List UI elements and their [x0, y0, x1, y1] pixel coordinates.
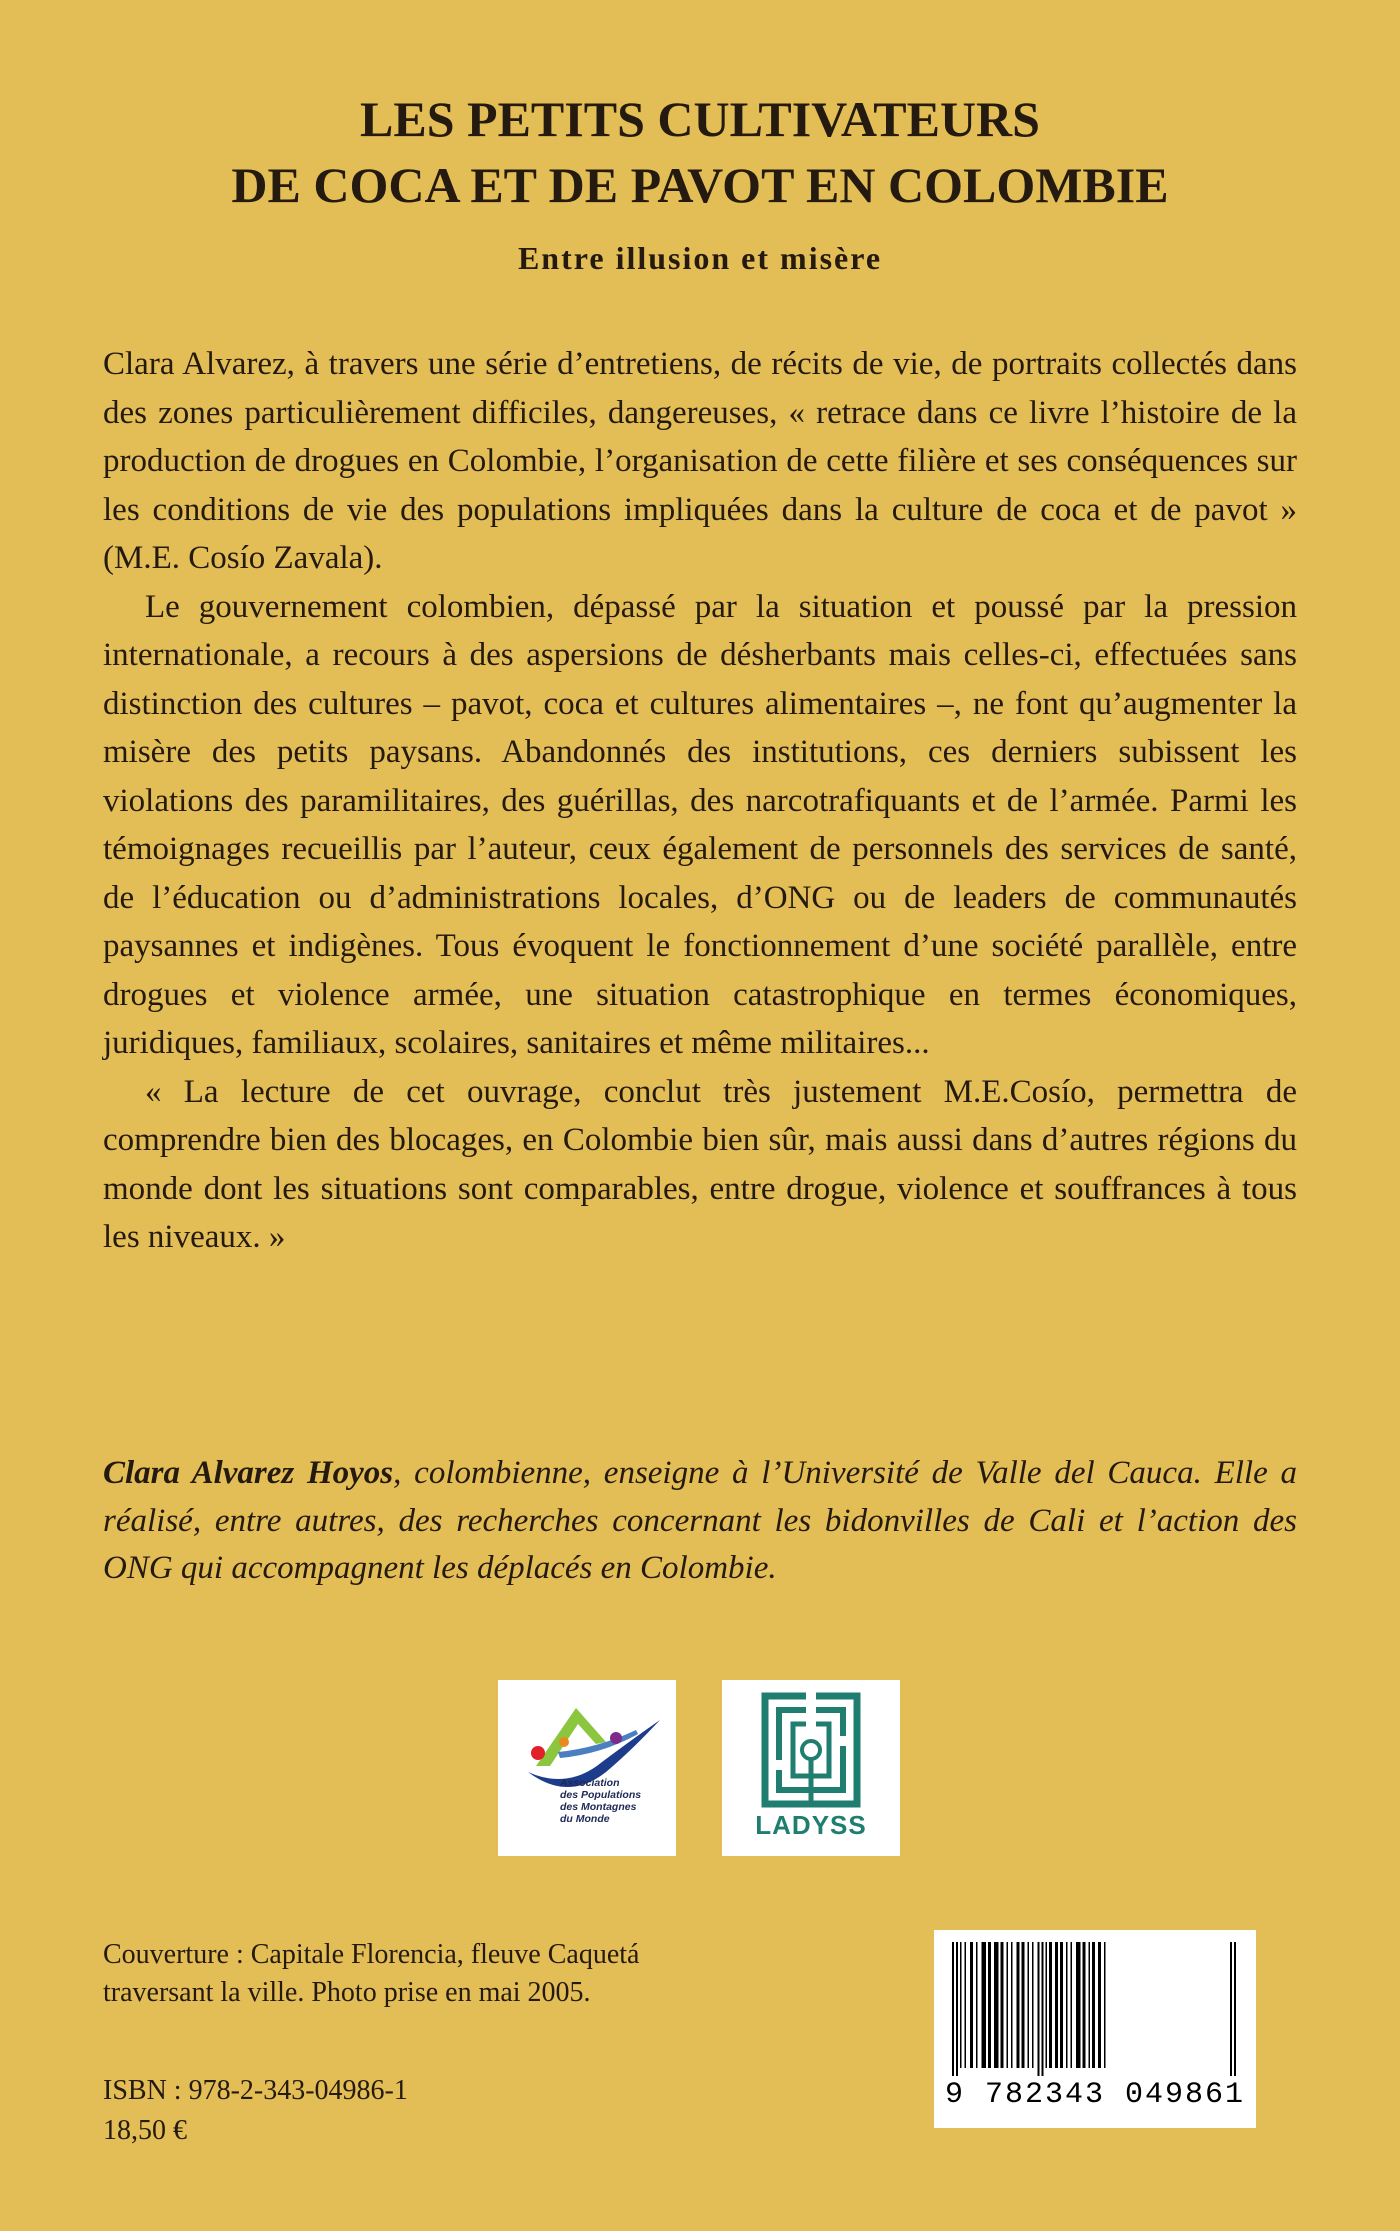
barcode-bar — [1007, 1942, 1009, 2068]
apmm-logo-line-3: des Montagnes — [560, 1801, 637, 1813]
barcode-bar — [994, 1942, 999, 2068]
barcode-bar — [982, 1942, 987, 2068]
summary-paragraph-2: Le gouvernement colombien, dépassé par la situation et poussé par la pression internationale, a recours à des aspersions de désherbants mais celles-ci, effectuées sans distinction des cultures – pavot, coca et cultures alimentaires –, ne font qu’augmenter la misère des petits paysans. Abandonnés des institutions, ces derniers subissent les violations des paramilitaires, des guérillas, des narcotrafiquants et de l’armée. Parmi les témoignages recueillis par l’auteur, ceux également de personnels des services de santé, de l’éducation ou d’administrations locales, d’ONG ou de leaders de communautés paysannes et indigènes. Tous évoquent le fonctionnement d’une société parallèle, entre drogues et violence armée, une situation catastrophique en termes économiques, juridiques, familiaux, scolaires, sanitaires et même militaires... — [103, 588, 1297, 1061]
isbn: ISBN : 978-2-343-04986-1 — [103, 2075, 408, 2106]
barcode-bar — [1076, 1942, 1081, 2068]
summary-paragraph-3: « La lecture de cet ouvrage, conclut très justement M.E.Cosío, permettra de comprendre bien des blocages, en Colombie bien sûr, mais aussi dans d’autres régions du monde dont les situations sont comparables, entre drogue, violence et souffrances à tous les niveaux. » — [103, 1073, 1297, 1255]
barcode-bar — [1089, 1942, 1091, 2068]
book-subtitle: Entre illusion et misère — [517, 240, 883, 276]
barcode — [934, 1930, 1256, 2128]
barcode-bar — [1060, 1942, 1063, 2068]
barcode-bar — [960, 1942, 962, 2068]
price: 18,50 € — [103, 2115, 187, 2146]
ladyss-logo — [722, 1680, 900, 1856]
summary-text — [103, 340, 1297, 1262]
barcode-bar — [956, 1942, 958, 2076]
barcode-bar — [1104, 1942, 1106, 2068]
barcode-bar — [965, 1942, 967, 2068]
barcode-bar — [1049, 1942, 1052, 2068]
barcode-bar — [1046, 1942, 1048, 2068]
apmm-logo-line-1: Association — [560, 1777, 620, 1789]
author-bio — [103, 1450, 1297, 1593]
cover-credit-line-2: traversant la ville. Photo prise en mai 2005. — [103, 1977, 591, 2008]
ladyss-logo-text: LADYSS — [755, 1810, 867, 1840]
cover-credit — [103, 1936, 723, 2012]
apmm-emblem-icon — [498, 1680, 676, 1856]
barcode-bar — [1066, 1942, 1068, 2068]
book-title-line-1: LES PETITS CULTIVATEURS — [360, 91, 1040, 147]
apmm-logo-text — [560, 1777, 670, 1825]
apmm-logo-line-2: des Populations — [560, 1789, 642, 1801]
barcode-bar — [1230, 1942, 1232, 2076]
barcode-bar — [1083, 1942, 1086, 2068]
barcode-bar — [1098, 1942, 1101, 2068]
author-name: Clara Alvarez Hoyos — [103, 1455, 394, 1491]
barcode-bar — [970, 1942, 973, 2068]
barcode-bar — [1028, 1942, 1030, 2068]
apmm-logo-line-4: du Monde — [560, 1813, 610, 1825]
barcode-bar — [1092, 1942, 1095, 2068]
barcode-bar — [1042, 1942, 1044, 2076]
summary-paragraph-1: Clara Alvarez, à travers une série d’entretiens, de récits de vie, de portraits collectés dans des zones particulièrement difficiles, dangereuses, « retrace dans ce livre l’histoire de la production de drogues en Colombie, l’organisation de cette filière et ses conséquences sur les conditions de vie des populations impliquées dans la culture de coca et de pavot » (M.E. Cosío Zavala). — [103, 346, 1297, 576]
cover-credit-line-1: Couverture : Capitale Florencia, fleuve Caquetá — [103, 1939, 640, 1970]
barcode-bar — [1038, 1942, 1040, 2076]
barcode-bar — [1022, 1942, 1025, 2068]
barcode-bar — [976, 1942, 978, 2068]
book-title — [0, 86, 1400, 218]
apmm-logo — [498, 1680, 676, 1856]
barcode-bar — [952, 1942, 954, 2076]
barcode-bar — [1032, 1942, 1034, 2068]
barcode-bar — [1055, 1942, 1058, 2068]
barcode-bars — [934, 1930, 1256, 2080]
barcode-bar — [1017, 1942, 1020, 2068]
barcode-bar — [988, 1942, 991, 2068]
book-title-line-2: DE COCA ET DE PAVOT EN COLOMBIE — [231, 157, 1169, 213]
barcode-bar — [1011, 1942, 1013, 2068]
author-bio-text: , colombienne, enseigne à l’Université de Valle del Cauca. Elle a réalisé, entre autres, des recherches concernant les bidonvilles de Cali et l’action des ONG qui accompagnent les déplacés en Colombie. — [103, 1455, 1297, 1586]
barcode-bar — [1234, 1942, 1236, 2076]
barcode-bar — [1001, 1942, 1004, 2068]
barcode-number: 9 782343 049861 — [944, 2078, 1246, 2112]
barcode-bar — [1071, 1942, 1073, 2068]
